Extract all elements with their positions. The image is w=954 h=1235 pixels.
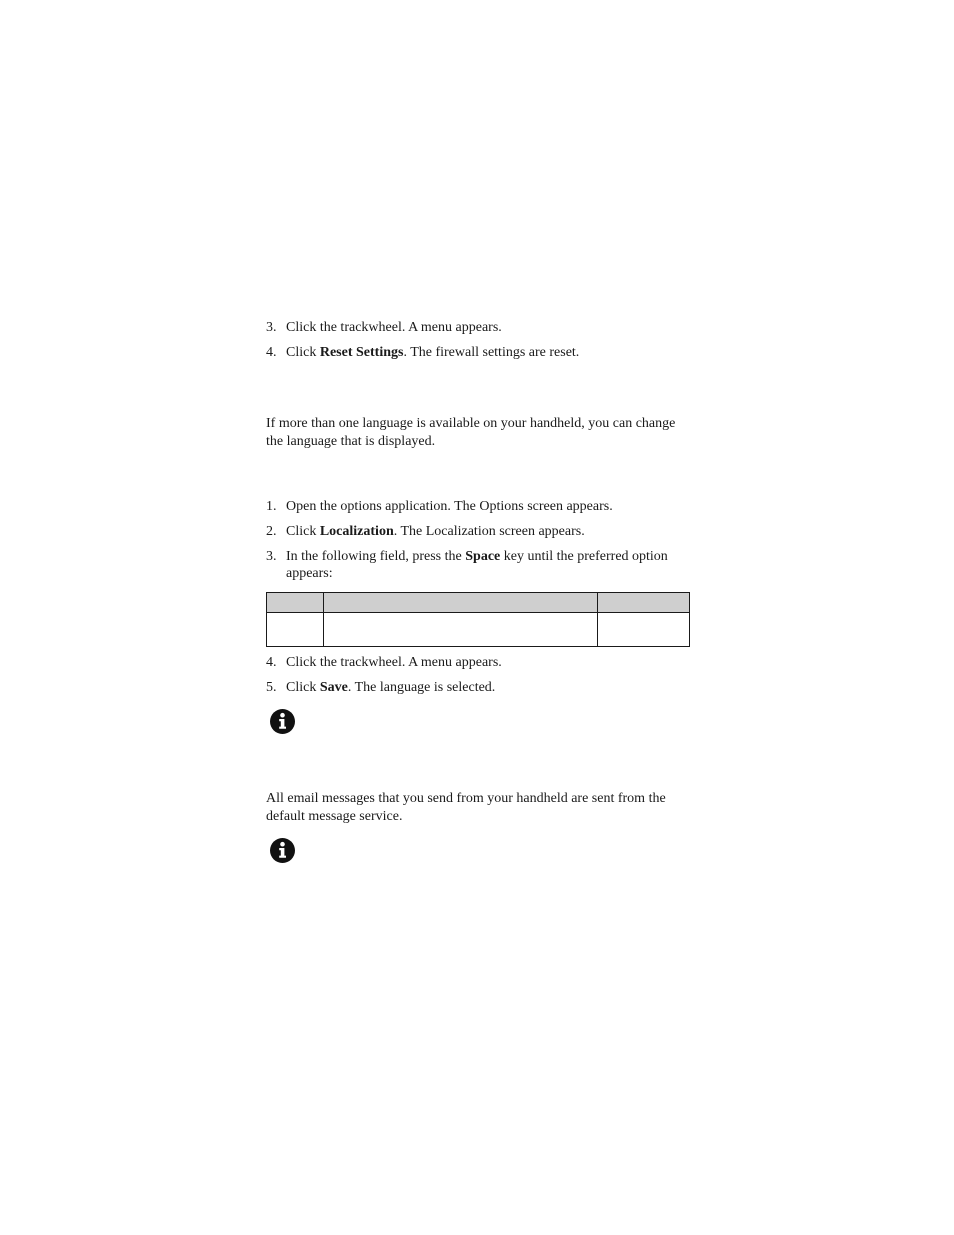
step-number: 4. [266, 345, 277, 360]
table-header-row [267, 593, 690, 613]
step-bold: Reset Settings [319, 345, 404, 360]
step-text [286, 548, 671, 582]
step-text [286, 654, 686, 671]
step-number: 5. [266, 680, 277, 695]
table-cell [324, 613, 598, 647]
table-cell [598, 613, 690, 647]
table-header-cell [598, 593, 690, 613]
step-text-part: In the following field, press the [286, 549, 466, 564]
step-text-part: . The firewall settings are reset. [403, 345, 580, 360]
step-text [286, 319, 686, 336]
step-bold: Space [465, 549, 501, 564]
step-text-part: Click the trackwheel. A menu appears. [286, 655, 502, 670]
step-text-part: Click [286, 680, 320, 695]
step-text-part: . The language is selected. [347, 680, 496, 695]
paragraph-language: If more than one language is available on your handheld, you can change the language that is displayed. [266, 416, 676, 449]
step-text-part: Click [286, 524, 320, 539]
step-bold: Save [319, 680, 348, 695]
step-text-part: Click [286, 345, 320, 360]
step-text [286, 679, 686, 696]
table-row [267, 613, 690, 647]
step-bold: Localization [319, 524, 394, 539]
info-icon [269, 837, 296, 864]
table-header-cell [267, 593, 324, 613]
step-text [286, 498, 686, 515]
step-text-part: Click the trackwheel. A menu appears. [286, 320, 502, 335]
table-cell [267, 613, 324, 647]
step-number: 4. [266, 655, 277, 670]
table-header-cell [324, 593, 598, 613]
step-text-part: Open the options application. The Options screen appears. [286, 499, 613, 514]
info-icon [269, 708, 296, 735]
paragraph-email: All email messages that you send from your handheld are sent from the default message service. [266, 791, 666, 824]
options-table [266, 592, 690, 647]
step-number: 3. [266, 320, 277, 335]
step-text-part: key until the preferred option appears: [286, 549, 668, 581]
step-number: 1. [266, 499, 277, 514]
step-number: 3. [266, 549, 277, 564]
step-text-part: . The Localization screen appears. [393, 524, 585, 539]
step-text [286, 523, 686, 540]
step-text [286, 344, 686, 361]
step-number: 2. [266, 524, 277, 539]
